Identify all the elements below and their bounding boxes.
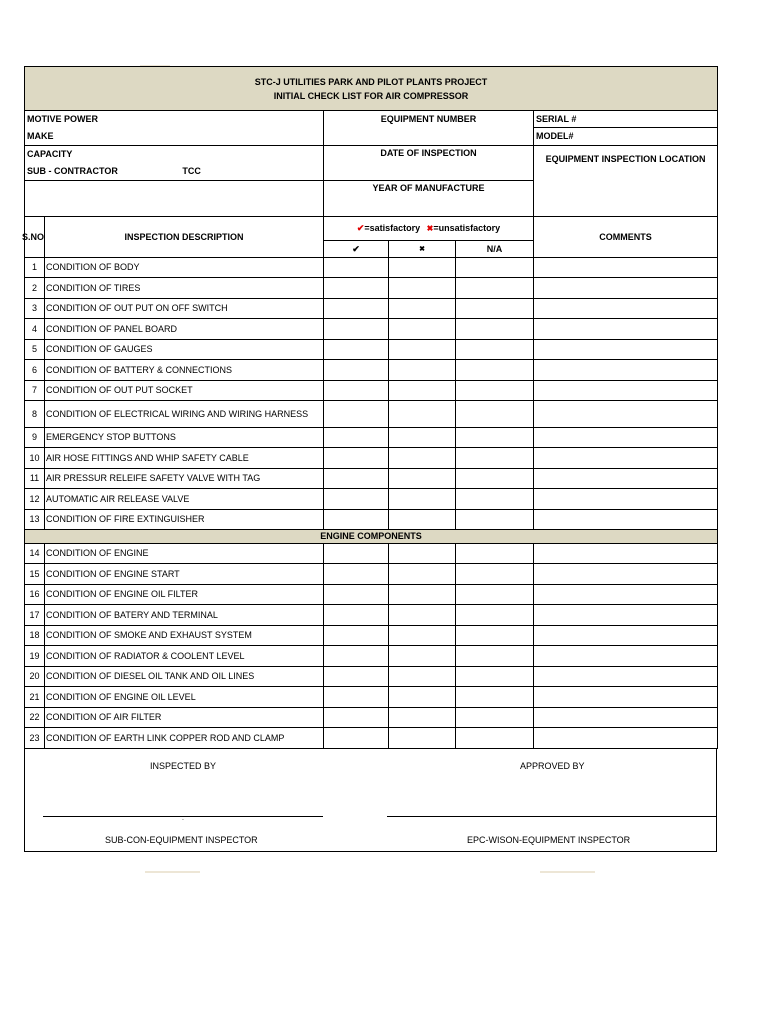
row-check-cell[interactable]: [324, 469, 389, 489]
row-cross-cell[interactable]: [389, 381, 456, 401]
table-row: [25, 667, 718, 687]
table-row: [25, 687, 718, 708]
row-cross-cell[interactable]: [389, 258, 456, 278]
row-na-cell[interactable]: [456, 708, 534, 728]
row-check-cell[interactable]: [324, 667, 389, 687]
legend-satisfactory: =satisfactory: [364, 223, 421, 233]
table-row: [25, 544, 718, 564]
table-row: [25, 319, 718, 340]
form-title: [25, 67, 718, 111]
row-number: 18: [25, 626, 45, 646]
row-description: CONDITION OF ENGINE OIL LEVEL: [45, 687, 324, 708]
table-row: [25, 299, 718, 319]
row-cross-cell[interactable]: [389, 646, 456, 667]
cross-icon: ✖: [426, 224, 434, 233]
date-of-inspection-label: DATE OF INSPECTION: [324, 146, 534, 181]
row-comments-cell[interactable]: [534, 360, 718, 381]
row-cross-cell[interactable]: [389, 278, 456, 299]
row-comments-cell[interactable]: [534, 448, 718, 469]
row-number: 20: [25, 667, 45, 687]
sub-contractor-label: SUB - CONTRACTOR: [27, 165, 118, 176]
row-comments-cell[interactable]: [534, 626, 718, 646]
table-row: [25, 728, 718, 749]
row-description: CONDITION OF BATTERY & CONNECTIONS: [45, 360, 324, 381]
row-check-cell[interactable]: [324, 646, 389, 667]
row-cross-cell[interactable]: [389, 319, 456, 340]
row-comments-cell[interactable]: [534, 544, 718, 564]
table-row: [25, 448, 718, 469]
row-number: 8: [25, 401, 45, 428]
title-line-1: STC-J UTILITIES PARK AND PILOT PLANTS PROJECT: [254, 76, 488, 87]
table-row: [25, 428, 718, 448]
row-cross-cell[interactable]: [389, 585, 456, 605]
table-row: [25, 708, 718, 728]
table-row: [25, 360, 718, 381]
row-na-cell[interactable]: [456, 626, 534, 646]
row-check-cell[interactable]: [324, 448, 389, 469]
row-na-cell[interactable]: [456, 428, 534, 448]
table-row: [25, 646, 718, 667]
row-number: 19: [25, 646, 45, 667]
row-description: CONDITION OF ENGINE OIL FILTER: [45, 585, 324, 605]
row-cross-cell[interactable]: [389, 544, 456, 564]
legend-header: [324, 217, 534, 241]
row-na-cell[interactable]: [456, 360, 534, 381]
row-comments-cell[interactable]: [534, 510, 718, 530]
table-row: [25, 469, 718, 489]
table-row: [25, 340, 718, 360]
row-cross-cell[interactable]: [389, 401, 456, 428]
row-check-cell[interactable]: [324, 687, 389, 708]
table-row: [25, 510, 718, 530]
na-column-header: N/A: [456, 241, 534, 258]
row-na-cell[interactable]: [456, 605, 534, 626]
row-comments-cell[interactable]: [534, 646, 718, 667]
row-cross-cell[interactable]: [389, 340, 456, 360]
row-check-cell[interactable]: [324, 489, 389, 510]
row-description: CONDITION OF BODY: [45, 258, 324, 278]
table-row: [25, 381, 718, 401]
table-row: [25, 626, 718, 646]
row-cross-cell[interactable]: [389, 489, 456, 510]
row-na-cell[interactable]: [456, 258, 534, 278]
row-cross-cell[interactable]: [389, 626, 456, 646]
make-label: MAKE: [25, 128, 324, 146]
row-na-cell[interactable]: [456, 278, 534, 299]
row-na-cell[interactable]: [456, 510, 534, 530]
row-cross-cell[interactable]: [389, 708, 456, 728]
signature-block: [24, 749, 717, 852]
row-na-cell[interactable]: [456, 564, 534, 585]
row-description: CONDITION OF ENGINE START: [45, 564, 324, 585]
row-na-cell[interactable]: [456, 667, 534, 687]
row-na-cell[interactable]: [456, 340, 534, 360]
left-role-label: SUB-CON-EQUIPMENT INSPECTOR: [105, 835, 258, 845]
row-check-cell[interactable]: [324, 728, 389, 749]
row-description: CONDITION OF TIRES: [45, 278, 324, 299]
row-na-cell[interactable]: [456, 489, 534, 510]
row-description: CONDITION OF BATERY AND TERMINAL: [45, 605, 324, 626]
row-comments-cell[interactable]: [534, 340, 718, 360]
row-number: 2: [25, 278, 45, 299]
row-cross-cell[interactable]: [389, 360, 456, 381]
row-comments-cell[interactable]: [534, 258, 718, 278]
row-comments-cell[interactable]: [534, 585, 718, 605]
row-number: 16: [25, 585, 45, 605]
row-na-cell[interactable]: [456, 319, 534, 340]
motive-power-label: MOTIVE POWER: [25, 111, 324, 128]
table-row: [25, 585, 718, 605]
table-row: [25, 278, 718, 299]
title-line-2: INITIAL CHECK LIST FOR AIR COMPRESSOR: [273, 90, 469, 101]
row-description: AIR PRESSUR RELEIFE SAFETY VALVE WITH TAG: [45, 469, 324, 489]
sub-contractor-value: TCC: [182, 165, 201, 176]
table-row: [25, 401, 718, 428]
row-na-cell[interactable]: [456, 544, 534, 564]
cross-column-header: [389, 241, 456, 258]
legend-unsatisfactory: =unsatisfactory: [433, 223, 501, 233]
row-cross-cell[interactable]: [389, 564, 456, 585]
row-comments-cell[interactable]: [534, 687, 718, 708]
checklist-sheet: [24, 66, 717, 852]
row-cross-cell[interactable]: [389, 428, 456, 448]
row-description: EMERGENCY STOP BUTTONS: [45, 428, 324, 448]
row-comments-cell[interactable]: [534, 605, 718, 626]
check-column-header: [324, 241, 389, 258]
description-header: INSPECTION DESCRIPTION: [45, 217, 324, 258]
row-na-cell[interactable]: [456, 728, 534, 749]
row-description: CONDITION OF EARTH LINK COPPER ROD AND CLAMP: [45, 728, 324, 749]
row-number: 13: [25, 510, 45, 530]
row-check-cell[interactable]: [324, 401, 389, 428]
row-description: CONDITION OF OUT PUT SOCKET: [45, 381, 324, 401]
row-number: 1: [25, 258, 45, 278]
row-description: CONDITION OF PANEL BOARD: [45, 319, 324, 340]
engine-components-section: ENGINE COMPONENTS: [25, 530, 718, 544]
row-number: 4: [25, 319, 45, 340]
row-number: 15: [25, 564, 45, 585]
row-check-cell[interactable]: [324, 278, 389, 299]
approved-by-label: APPROVED BY: [520, 761, 585, 771]
row-cross-cell[interactable]: [389, 667, 456, 687]
row-cross-cell[interactable]: [389, 605, 456, 626]
row-cross-cell[interactable]: [389, 510, 456, 530]
row-number: 9: [25, 428, 45, 448]
row-check-cell[interactable]: [324, 381, 389, 401]
row-na-cell[interactable]: [456, 469, 534, 489]
row-number: 14: [25, 544, 45, 564]
check-icon: ✔: [356, 223, 365, 233]
table-row: [25, 489, 718, 510]
row-comments-cell[interactable]: [534, 667, 718, 687]
year-of-manufacture-label: YEAR OF MANUFACTURE: [324, 181, 534, 199]
row-comments-cell[interactable]: [534, 278, 718, 299]
row-number: 3: [25, 299, 45, 319]
row-number: 6: [25, 360, 45, 381]
row-cross-cell[interactable]: [389, 728, 456, 749]
equipment-number-label: EQUIPMENT NUMBER: [324, 111, 534, 146]
serial-label: SERIAL #: [534, 111, 718, 128]
row-number: 17: [25, 605, 45, 626]
row-check-cell[interactable]: [324, 605, 389, 626]
row-check-cell[interactable]: [324, 626, 389, 646]
comments-header: COMMENTS: [534, 217, 718, 258]
row-comments-cell[interactable]: [534, 728, 718, 749]
year-of-manufacture-value: [324, 199, 534, 217]
check-mark-icon: ✔: [352, 243, 360, 254]
inspected-by-label: INSPECTED BY: [150, 761, 217, 771]
row-description: CONDITION OF ENGINE: [45, 544, 324, 564]
row-comments-cell[interactable]: [534, 299, 718, 319]
row-na-cell[interactable]: [456, 401, 534, 428]
row-description: CONDITION OF ELECTRICAL WIRING AND WIRING HARNESS: [45, 401, 324, 428]
row-na-cell[interactable]: [456, 687, 534, 708]
row-number: 5: [25, 340, 45, 360]
row-check-cell[interactable]: [324, 428, 389, 448]
sno-header-text: S.NO: [22, 231, 45, 242]
row-number: 22: [25, 708, 45, 728]
right-signature-line: [387, 816, 716, 817]
row-description: CONDITION OF AIR FILTER: [45, 708, 324, 728]
row-number: 23: [25, 728, 45, 749]
table-row: [25, 564, 718, 585]
table-row: [25, 605, 718, 626]
row-check-cell[interactable]: [324, 258, 389, 278]
row-comments-cell[interactable]: [534, 319, 718, 340]
row-number: 12: [25, 489, 45, 510]
row-check-cell[interactable]: [324, 340, 389, 360]
cross-mark-icon: ✖: [419, 245, 425, 253]
row-description: AIR HOSE FITTINGS AND WHIP SAFETY CABLE: [45, 448, 324, 469]
row-description: CONDITION OF GAUGES: [45, 340, 324, 360]
row-number: 10: [25, 448, 45, 469]
row-na-cell[interactable]: [456, 381, 534, 401]
row-comments-cell[interactable]: [534, 428, 718, 448]
row-na-cell[interactable]: [456, 646, 534, 667]
row-na-cell[interactable]: [456, 585, 534, 605]
checklist-table: [24, 66, 718, 749]
row-cross-cell[interactable]: [389, 687, 456, 708]
dot-mark: .: [182, 815, 184, 822]
left-signature-line: [43, 816, 323, 817]
row-cross-cell[interactable]: [389, 448, 456, 469]
row-check-cell[interactable]: [324, 564, 389, 585]
inspection-location-label: EQUIPMENT INSPECTION LOCATION: [534, 146, 718, 217]
row-comments-cell[interactable]: [534, 708, 718, 728]
row-description: CONDITION OF DIESEL OIL TANK AND OIL LINES: [45, 667, 324, 687]
row-check-cell[interactable]: [324, 319, 389, 340]
sno-header: [22, 217, 45, 258]
row-number: 11: [25, 469, 45, 489]
model-label: MODEL#: [534, 128, 718, 146]
row-description: CONDITION OF SMOKE AND EXHAUST SYSTEM: [45, 626, 324, 646]
row-description: CONDITION OF OUT PUT ON OFF SWITCH: [45, 299, 324, 319]
table-row: [25, 258, 718, 278]
row-cross-cell[interactable]: [389, 469, 456, 489]
row-number: 21: [25, 687, 45, 708]
row-comments-cell[interactable]: [534, 381, 718, 401]
row-description: CONDITION OF RADIATOR & COOLENT LEVEL: [45, 646, 324, 667]
row-comments-cell[interactable]: [534, 489, 718, 510]
row-check-cell[interactable]: [324, 510, 389, 530]
row-check-cell[interactable]: [324, 544, 389, 564]
right-role-label: EPC-WISON-EQUIPMENT INSPECTOR: [467, 835, 631, 845]
row-comments-cell[interactable]: [534, 469, 718, 489]
row-na-cell[interactable]: [456, 448, 534, 469]
row-cross-cell[interactable]: [389, 299, 456, 319]
row-check-cell[interactable]: [324, 299, 389, 319]
capacity-label: CAPACITY: [25, 146, 324, 163]
row-check-cell[interactable]: [324, 708, 389, 728]
row-check-cell[interactable]: [324, 360, 389, 381]
row-na-cell[interactable]: [456, 299, 534, 319]
row-comments-cell[interactable]: [534, 401, 718, 428]
row-description: CONDITION OF FIRE EXTINGUISHER: [45, 510, 324, 530]
row-number: 7: [25, 381, 45, 401]
row-description: AUTOMATIC AIR RELEASE VALVE: [45, 489, 324, 510]
blank-header-cell: [25, 181, 324, 217]
row-comments-cell[interactable]: [534, 564, 718, 585]
sub-contractor-cell: [25, 163, 324, 181]
row-check-cell[interactable]: [324, 585, 389, 605]
